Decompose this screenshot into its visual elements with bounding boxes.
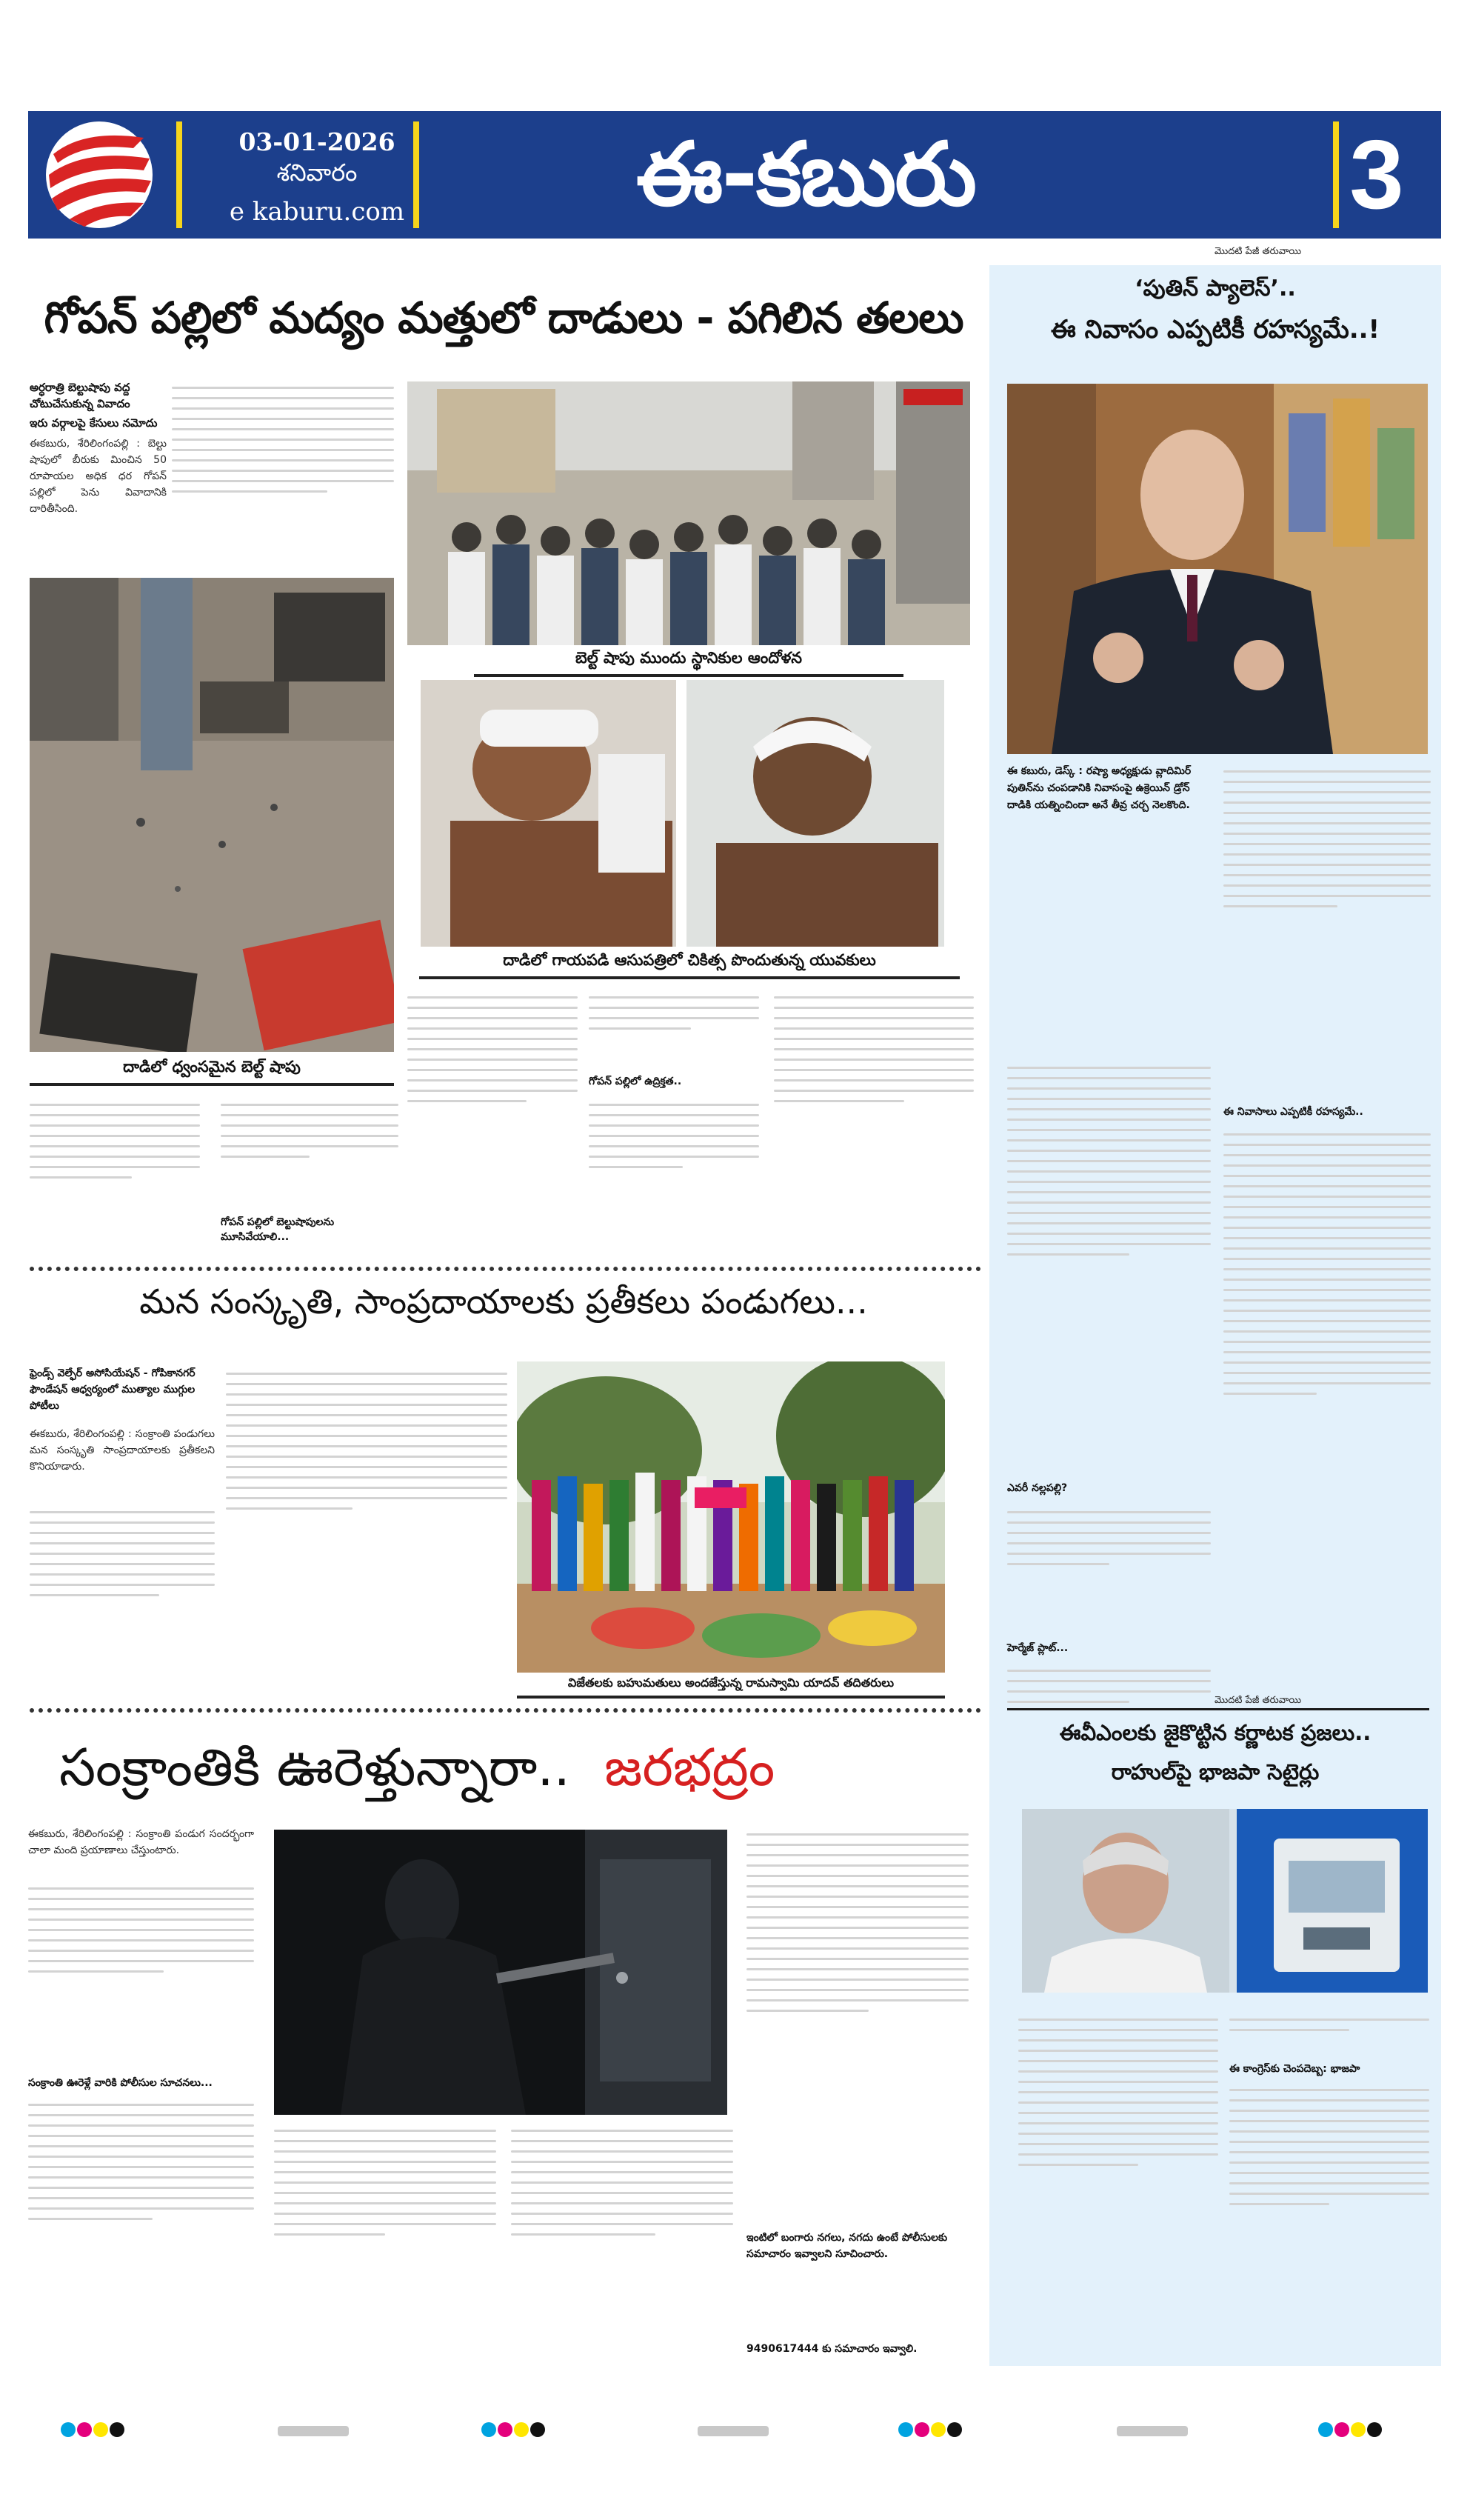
continued-label-top: మొదటి పేజీ తరువాయి <box>1215 246 1302 257</box>
print-color-marks <box>898 2422 963 2439</box>
shop-photo-caption: దాడిలో ధ్వంసమైన బెల్ట్ షాపు <box>30 1058 394 1086</box>
story3-column-c <box>274 2122 496 2363</box>
section-divider <box>30 1267 981 1271</box>
damaged-shop-illustration <box>30 578 394 1052</box>
story3-headline-accent: జరభద్రం <box>604 1737 775 1798</box>
story2-headline: మన సంస్కృతి, సాంప్రదాయాలకు ప్రతీకలు పండుగలు... <box>139 1281 868 1321</box>
putin-column-a <box>1007 1059 1211 1474</box>
putin-lead: ఈ కబురు, డెస్క్ : రష్యా అధ్యక్షుడు వ్లాదిమిర్ పుతిన్‌ను చంపడానికి నివాసంపై ఉక్రెయిన్ డ్రోన్ దాడికి యత్నించిందా అనే తీవ్ర చర్చ నెలకొంది. <box>1007 765 1192 811</box>
print-grey-bar <box>1117 2426 1188 2436</box>
rangoli-winners-illustration <box>517 1361 945 1673</box>
putin-column-e <box>1223 1126 1431 1756</box>
evm-headline-1: ఈవీఎంలకు జైకొట్టిన కర్ణాటక ప్రజలు.. <box>1059 1720 1372 1745</box>
ekaburu-logo-icon <box>33 116 166 234</box>
story3-column-d <box>511 2122 733 2363</box>
story1-column-f <box>589 1096 759 1244</box>
story3-contact-number: 9490617444 కు సమాచారం ఇవ్వాలి. <box>746 2343 918 2355</box>
crowd-protest-photo <box>407 381 970 645</box>
story1-column-d <box>407 989 578 1244</box>
putin-headline-1: ‘పుతిన్ ప్యాలెస్’.. <box>1135 276 1296 301</box>
story2-column-a <box>30 1504 215 1696</box>
story2-deck: ఫ్రెండ్స్ వెల్ఫేర్ అసోసియేషన్ - గోపికానగర్ ఫౌండేషన్ ఆధ్వర్యంలో ముత్యాల ముగ్గుల పోటీలు <box>30 1367 196 1412</box>
burglar-illustration <box>274 1830 727 2115</box>
evm-subhead: ఈ కాంగ్రెస్‌కు చెంపదెబ్బ: భాజపా <box>1229 2063 1360 2075</box>
evm-column-c <box>1229 2081 1429 2359</box>
putin-headline-2: ఈ నివాసం ఎప్పటికీ రహస్యమే..! <box>1050 315 1380 344</box>
evm-column-b <box>1229 2011 1429 2056</box>
story3-column-b <box>28 2096 254 2363</box>
injured-photo-caption: దాడిలో గాయపడి ఆసుపత్రిలో చికిత్స పొందుతున్న యువకులు <box>419 951 960 979</box>
story1-closure-subhead: గోపన్ పల్లిలో బెల్టుషాపులను మూసివేయాలి... <box>221 1216 335 1243</box>
story1-deck-2: ఇరు వర్గాలపై కేసులు నమోదు <box>30 416 158 430</box>
injured-youth-photo-2 <box>686 680 944 947</box>
story1-intro: ఈకబురు, శేరిలింగంపల్లి : బెల్టు షాపులో బీరుకు మించిన 50 రూపాయల అధిక ధర గోపన్ పల్లిలో పెను వివాదానికి దారితీసింది. <box>30 438 167 515</box>
putin-subhead-3: ఈ నివాసాలు ఎప్పటికీ రహస్యమే.. <box>1223 1106 1363 1118</box>
rangoli-photo-caption: విజేతలకు బహుమతులు అందజేస్తున్న రామస్వామి యాదవ్ తదితరులు <box>517 1676 945 1699</box>
website-link[interactable]: e kaburu.com <box>229 197 405 227</box>
putin-column-b <box>1007 1504 1211 1637</box>
rangoli-winners-photo <box>517 1361 945 1673</box>
story3-tips-subhead: సంక్రాంతి ఊరెళ్లే వారికి పోలీసుల సూచనలు... <box>28 2077 213 2089</box>
story1-column-g <box>774 989 974 1244</box>
rahul-evm-illustration <box>1022 1809 1428 1993</box>
damaged-shop-photo <box>30 578 394 1052</box>
story1-column-c <box>221 1096 398 1222</box>
story2-intro: ఈకబురు, శేరిలింగంపల్లి : సంక్రాంతి పండుగలు మన సంస్కృతి సాంప్రదాయాలకు ప్రతీకలని కొనియాడారు. <box>30 1428 215 1473</box>
story1-column-b <box>30 1096 200 1244</box>
story1-deck: అర్ధరాత్రి బెల్టుషాపు వద్ద చోటుచేసుకున్న వివాదం <box>30 381 130 410</box>
injured-youth-illustration <box>686 680 944 947</box>
story3-headline <box>59 1737 963 1810</box>
continued-label-bottom: మొదటి పేజీ తరువాయి <box>1215 1695 1302 1706</box>
story1-headline: గోపన్ పల్లిలో మద్యం మత్తులో దాడులు - పగిలిన తలలు <box>44 293 963 343</box>
putin-photo <box>1007 384 1428 754</box>
putin-subhead-1: ఎవరీ నల్లపల్లి? <box>1007 1482 1068 1494</box>
story3-column-a <box>28 1880 254 2073</box>
section-divider <box>30 1708 981 1713</box>
story1-column-a <box>172 379 394 578</box>
right-column-divider <box>1007 1708 1429 1710</box>
newspaper-title: ఈ-కబురు <box>636 123 975 225</box>
story3-police-note: ఇంటిలో బంగారు నగలు, నగదు ఉంటే పోలీసులకు సమాచారం ఇవ్వాలని సూచించారు. <box>746 2232 948 2260</box>
crowd-photo-caption: బెల్ట్ షాపు ముందు స్థానికుల ఆందోళన <box>474 649 903 677</box>
injured-youth-photo-1 <box>421 680 676 947</box>
issue-date: 03-01-2026 <box>238 127 395 156</box>
evm-headline-2: రాహుల్‌పై భాజపా సెటైర్లు <box>1111 1759 1320 1784</box>
story2-column-b <box>226 1365 507 1695</box>
print-grey-bar <box>278 2426 349 2436</box>
print-color-marks <box>481 2422 547 2439</box>
putin-subhead-2: హెర్మేజ్ ప్లాట్... <box>1007 1642 1069 1654</box>
story3-intro: ఈకబురు, శేరిలింగంపల్లి : సంక్రాంతి పండుగ సందర్భంగా చాలా మంది ప్రయాణాలు చేస్తుంటారు. <box>28 1828 254 1856</box>
masthead-divider <box>413 121 419 228</box>
story3-headline-main: సంక్రాంతికి ఊరెళ్తున్నారా.. <box>59 1737 570 1798</box>
putin-illustration <box>1007 384 1428 754</box>
issue-day: శనివారం <box>276 159 358 187</box>
putin-column-d <box>1223 763 1431 1096</box>
evm-column-a <box>1018 2011 1218 2359</box>
print-color-marks <box>61 2422 126 2439</box>
injured-youth-illustration <box>421 680 676 947</box>
story1-youth-subhead: గోపన్ పల్లిలో ఉద్రిక్తత.. <box>589 1076 682 1087</box>
print-color-marks <box>1318 2422 1383 2439</box>
crowd-illustration <box>407 381 970 645</box>
page-number: 3 <box>1349 120 1404 229</box>
rahul-evm-photo <box>1022 1809 1428 1993</box>
print-grey-bar <box>698 2426 769 2436</box>
masthead <box>28 111 1441 239</box>
burglar-photo <box>274 1830 727 2115</box>
masthead-divider <box>176 121 182 228</box>
story1-column-e <box>589 989 759 1078</box>
story3-column-e <box>746 1826 969 2226</box>
